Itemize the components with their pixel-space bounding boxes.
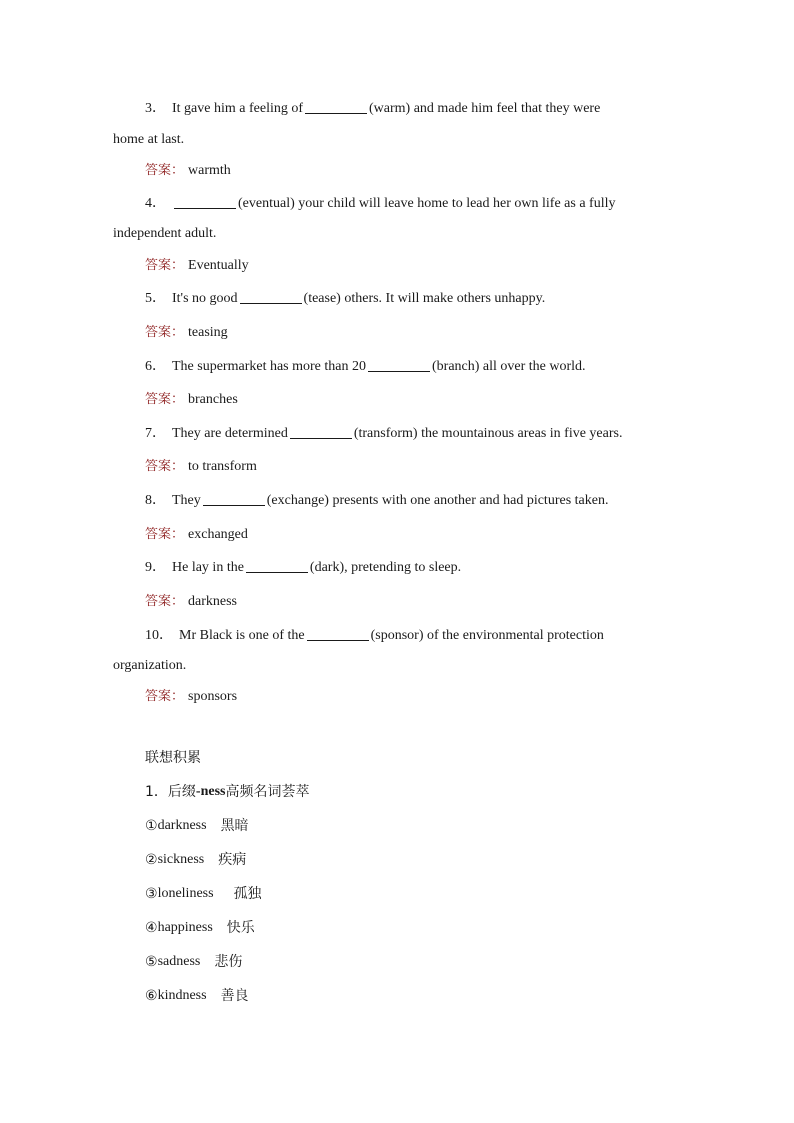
- answer-value: warmth: [188, 163, 231, 178]
- answer-label: 答案：: [145, 689, 185, 704]
- subtitle-prefix: 后缀: [167, 784, 196, 800]
- item-word: kindness: [157, 988, 207, 1003]
- answer-value: sponsors: [188, 689, 238, 704]
- question-3: [145, 100, 678, 118]
- answer-blank: [290, 425, 352, 439]
- question-9: [145, 559, 678, 577]
- answer-10: [145, 688, 678, 706]
- item-meaning: 悲伤: [214, 954, 243, 970]
- answer-4: [145, 257, 678, 275]
- question-10: [145, 627, 678, 645]
- answer-9: [145, 593, 678, 611]
- item-word: darkness: [157, 818, 207, 833]
- question-text: It gave him a feeling of: [172, 101, 304, 116]
- answer-blank: [305, 100, 367, 114]
- answer-value: to transform: [188, 459, 257, 474]
- subtitle-suffix: -ness: [195, 784, 226, 799]
- question-10-continued: [113, 657, 678, 675]
- answer-blank: [368, 358, 430, 372]
- answer-8: [145, 526, 678, 544]
- item-meaning: 黑暗: [220, 818, 249, 834]
- answer-blank: [174, 195, 236, 209]
- vocab-item: [145, 885, 678, 903]
- question-text: (warm) and made him feel that they were: [369, 101, 601, 116]
- question-8: [145, 492, 678, 510]
- question-4: [145, 195, 678, 213]
- item-marker: ⑤: [145, 954, 158, 970]
- answer-blank: [307, 627, 369, 641]
- item-marker: ④: [145, 920, 158, 936]
- answer-blank: [203, 492, 265, 506]
- vocab-item: [145, 851, 678, 869]
- question-text: He lay in the: [172, 560, 244, 575]
- item-marker: ③: [145, 886, 158, 902]
- question-7: [145, 425, 678, 443]
- question-4-continued: [113, 225, 678, 243]
- answer-label: 答案：: [145, 392, 185, 407]
- answer-value: exchanged: [188, 527, 248, 542]
- question-text: Mr Black is one of the: [179, 628, 305, 643]
- question-text: It's no good: [172, 291, 238, 306]
- answer-label: 答案：: [145, 163, 185, 178]
- item-word: sickness: [157, 852, 205, 867]
- question-text: (transform) the mountainous areas in five years.: [353, 426, 623, 441]
- subtitle-number: 1．: [145, 784, 168, 800]
- answer-label: 答案：: [145, 459, 185, 474]
- item-meaning: 疾病: [218, 852, 247, 868]
- question-text: organization.: [113, 658, 187, 673]
- question-3-continued: [113, 131, 678, 149]
- answer-value: teasing: [188, 325, 228, 340]
- question-number: 6．: [145, 359, 166, 374]
- subtitle-text: 高频名词荟萃: [225, 784, 310, 800]
- question-number: 8．: [145, 493, 166, 508]
- vocab-item: [145, 817, 678, 835]
- question-number: 5．: [145, 291, 166, 306]
- question-text: (sponsor) of the environmental protection: [370, 628, 604, 643]
- item-word: happiness: [157, 920, 213, 935]
- answer-blank: [246, 559, 308, 573]
- question-text: (tease) others. It will make others unhappy.: [303, 291, 546, 306]
- answer-label: 答案：: [145, 325, 185, 340]
- section-title: [145, 749, 678, 767]
- answer-value: Eventually: [188, 258, 249, 273]
- question-text: They are determined: [172, 426, 288, 441]
- question-number: 3．: [145, 101, 166, 116]
- answer-7: [145, 458, 678, 476]
- item-meaning: 孤独: [233, 886, 262, 902]
- section-subtitle: [145, 783, 678, 801]
- question-5: [145, 290, 678, 308]
- question-text: independent adult.: [113, 226, 217, 241]
- section-title-text: 联想积累: [145, 750, 201, 766]
- item-meaning: 善良: [220, 988, 249, 1004]
- question-number: 7．: [145, 426, 166, 441]
- question-text: home at last.: [113, 132, 185, 147]
- answer-value: branches: [188, 392, 238, 407]
- question-text: (exchange) presents with one another and had pictures taken.: [266, 493, 609, 508]
- question-text: (branch) all over the world.: [432, 359, 586, 374]
- answer-6: [145, 391, 678, 409]
- question-6: [145, 358, 678, 376]
- question-text: The supermarket has more than 20: [172, 359, 366, 374]
- item-marker: ②: [145, 852, 158, 868]
- answer-5: [145, 324, 678, 342]
- item-marker: ①: [145, 818, 158, 834]
- answer-label: 答案：: [145, 258, 185, 273]
- question-text: (eventual) your child will leave home to lead her own life as a fully: [238, 196, 616, 211]
- answer-value: darkness: [188, 594, 238, 609]
- answer-blank: [240, 290, 302, 304]
- item-word: sadness: [157, 954, 201, 969]
- question-text: They: [172, 493, 201, 508]
- vocab-item: [145, 953, 678, 971]
- item-word: loneliness: [157, 886, 214, 901]
- vocab-item: [145, 919, 678, 937]
- answer-label: 答案：: [145, 594, 185, 609]
- item-meaning: 快乐: [226, 920, 255, 936]
- question-number: 9．: [145, 560, 166, 575]
- answer-3: [145, 162, 678, 180]
- answer-label: 答案：: [145, 527, 185, 542]
- item-marker: ⑥: [145, 988, 158, 1004]
- vocab-item: [145, 987, 678, 1005]
- question-number: 4．: [145, 196, 166, 211]
- question-text: (dark), pretending to sleep.: [309, 560, 462, 575]
- question-number: 10．: [145, 628, 173, 643]
